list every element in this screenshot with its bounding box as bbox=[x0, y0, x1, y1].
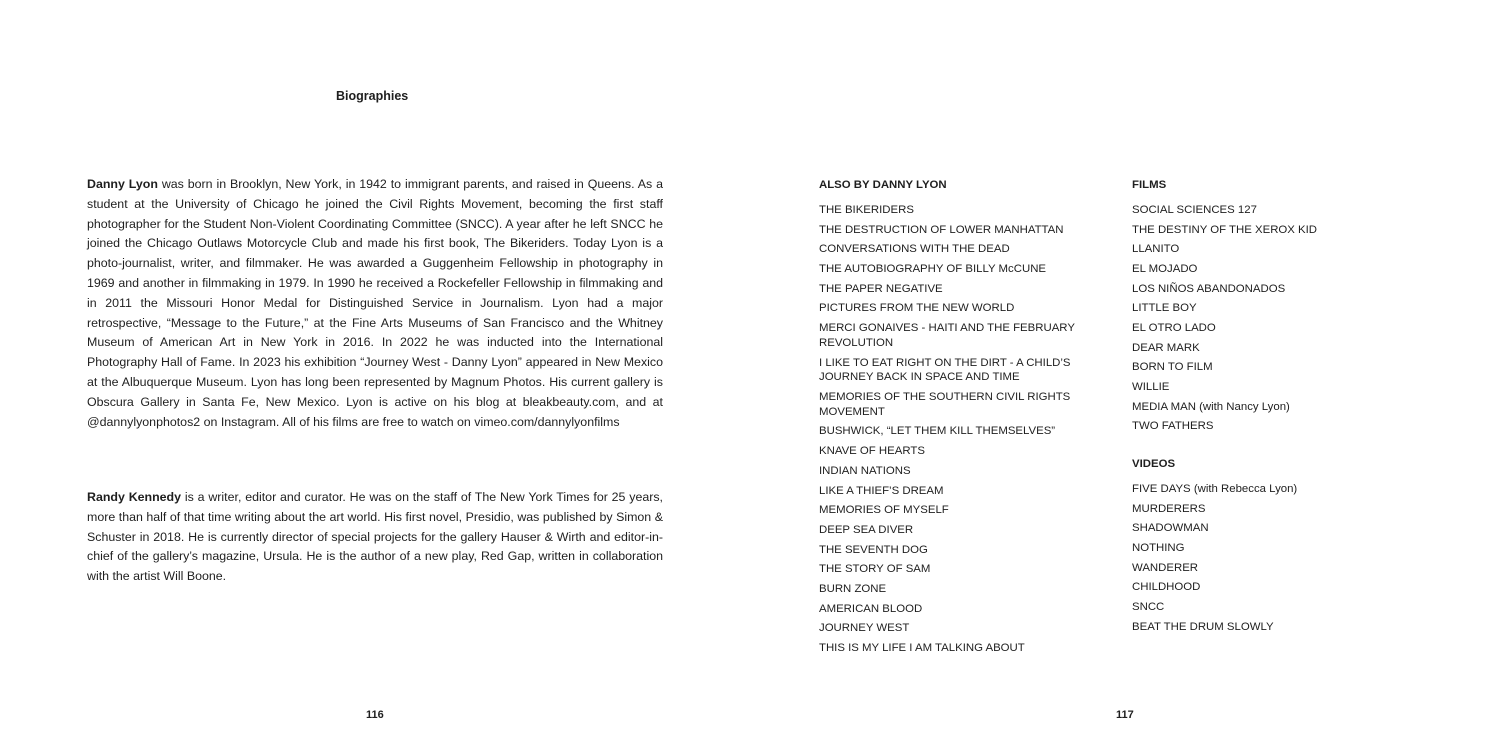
list-item: THE BIKERIDERS bbox=[819, 203, 914, 216]
list-item: SOCIAL SCIENCES 127 bbox=[1132, 203, 1257, 216]
list-item: MEMORIES OF MYSELF bbox=[819, 504, 949, 517]
list-item: EL MOJADO bbox=[1132, 262, 1198, 275]
list-item: MEMORIES OF THE SOUTHERN CIVIL RIGHTS MOVEMENT bbox=[819, 390, 1071, 418]
list-item: SHADOWMAN bbox=[1132, 522, 1209, 535]
list-item: FIVE DAYS (with Rebecca Lyon) bbox=[1132, 482, 1298, 495]
list-item: DEEP SEA DIVER bbox=[819, 523, 914, 536]
list-item: I LIKE TO EAT RIGHT ON THE DIRT - A CHILD’S JOURNEY BACK IN SPACE AND TIME bbox=[819, 356, 1071, 384]
books-heading: ALSO BY DANNY LYON bbox=[819, 179, 947, 191]
list-item: LOS NIÑOS ABANDONADOS bbox=[1132, 282, 1286, 295]
list-item: MERCI GONAIVES - HAITI AND THE FEBRUARY REVOLUTION bbox=[819, 322, 1075, 349]
films-heading: FILMS bbox=[1132, 179, 1167, 191]
list-item: THIS IS MY LIFE I AM TALKING ABOUT bbox=[819, 642, 1025, 655]
list-item: KNAVE OF HEARTS bbox=[819, 445, 925, 458]
list-item: THE DESTRUCTION OF LOWER MANHATTAN bbox=[819, 223, 1064, 236]
list-item: JOURNEY WEST bbox=[819, 622, 910, 635]
bio-danny-lyon bbox=[87, 175, 663, 432]
list-item: THE AUTOBIOGRAPHY OF BILLY McCUNE bbox=[819, 262, 1047, 275]
page-number-right: 117 bbox=[1116, 709, 1134, 721]
videos-list bbox=[1132, 455, 1392, 637]
list-item: WANDERER bbox=[1132, 561, 1199, 574]
list-item: LLANITO bbox=[1132, 243, 1180, 256]
page-number-left: 116 bbox=[366, 709, 384, 721]
videos-heading: VIDEOS bbox=[1132, 458, 1176, 470]
list-item: THE STORY OF SAM bbox=[819, 563, 931, 576]
films-list bbox=[1132, 176, 1392, 437]
list-item: BUSHWICK, “LET THEM KILL THEMSELVES” bbox=[819, 425, 1056, 438]
list-item: THE SEVENTH DOG bbox=[819, 543, 928, 556]
list-item: PICTURES FROM THE NEW WORLD bbox=[819, 302, 1015, 315]
list-item: THE DESTINY OF THE XEROX KID bbox=[1132, 223, 1318, 236]
books-list bbox=[819, 176, 1104, 659]
page-title: Biographies bbox=[336, 89, 409, 103]
list-item: BEAT THE DRUM SLOWLY bbox=[1132, 620, 1274, 633]
list-item: MEDIA MAN (with Nancy Lyon) bbox=[1132, 400, 1290, 413]
list-item: CONVERSATIONS WITH THE DEAD bbox=[819, 243, 1010, 256]
bio-name: Randy Kennedy bbox=[87, 490, 182, 504]
list-item: BURN ZONE bbox=[819, 582, 887, 595]
right-page bbox=[750, 0, 1500, 750]
list-item: WILLIE bbox=[1132, 381, 1170, 394]
list-item: SNCC bbox=[1132, 601, 1165, 614]
list-item: TWO FATHERS bbox=[1132, 420, 1214, 433]
list-item: EL OTRO LADO bbox=[1132, 322, 1216, 335]
list-item: LITTLE BOY bbox=[1132, 302, 1197, 315]
bio-randy-kennedy bbox=[87, 488, 663, 587]
list-item: NOTHING bbox=[1132, 541, 1185, 554]
bio-text: is a writer, editor and curator. He was on the staff of The New York Times for 25 years, more than half of that time writing about the art world. His first novel, Presidio, was published by Simon & Schuster in 2018. He is currently director of special projects for the gallery Hauser & Wirth and editor-in-chief of the gallery’s magazine, Ursula. He is the author of a new play, Red Gap, written in collaboration with the artist Will Boone. bbox=[87, 490, 664, 584]
list-item: AMERICAN BLOOD bbox=[819, 602, 923, 615]
list-item: CHILDHOOD bbox=[1132, 581, 1201, 594]
list-item: DEAR MARK bbox=[1132, 341, 1200, 354]
list-item: BORN TO FILM bbox=[1132, 361, 1213, 374]
list-item: THE PAPER NEGATIVE bbox=[819, 282, 943, 295]
list-item: INDIAN NATIONS bbox=[819, 464, 911, 477]
bio-text: was born in Brooklyn, New York, in 1942 to immigrant parents, and raised in Queens. As a student at the University of Chicago he joined the Civil Rights Movement, becoming the first staff photographer for the Student Non-Violent Coordinating Committee (SNCC). A year after he left SNCC he joined the Chicago Outlaws Motorcycle Club and made his first book, The Bikeriders. Today Lyon is a photo-journalist, writer, and filmmaker. He was awarded a Guggenheim Fellowship in photography in 1969 and another in filmmaking in 1979. In 1990 he received a Rockefeller Fellowship in filmmaking and in 2011 the Missouri Honor Medal for Distinguished Service in Journalism. Lyon had a major retrospective, “Message to the Future,” at the Fine Arts Museums of San Francisco and the Whitney Museum of American Art in New York in 2016. In 2022 he was inducted into the International Photography Hall of Fame. In 2023 his exhibition “Journey West - Danny Lyon” appeared in New Mexico at the Albuquerque Museum. Lyon has long been represented by Magnum Photos. His current gallery is Obscura Gallery in Santa Fe, New Mexico. Lyon is active on his blog at bleakbeauty.com, and at @dannylyonphotos2 on Instagram. All of his films are free to watch on vimeo.com/dannylyonfilms bbox=[87, 177, 663, 429]
bio-name: Danny Lyon bbox=[87, 177, 158, 191]
list-item: LIKE A THIEF’S DREAM bbox=[819, 484, 944, 497]
list-item: MURDERERS bbox=[1132, 502, 1206, 515]
